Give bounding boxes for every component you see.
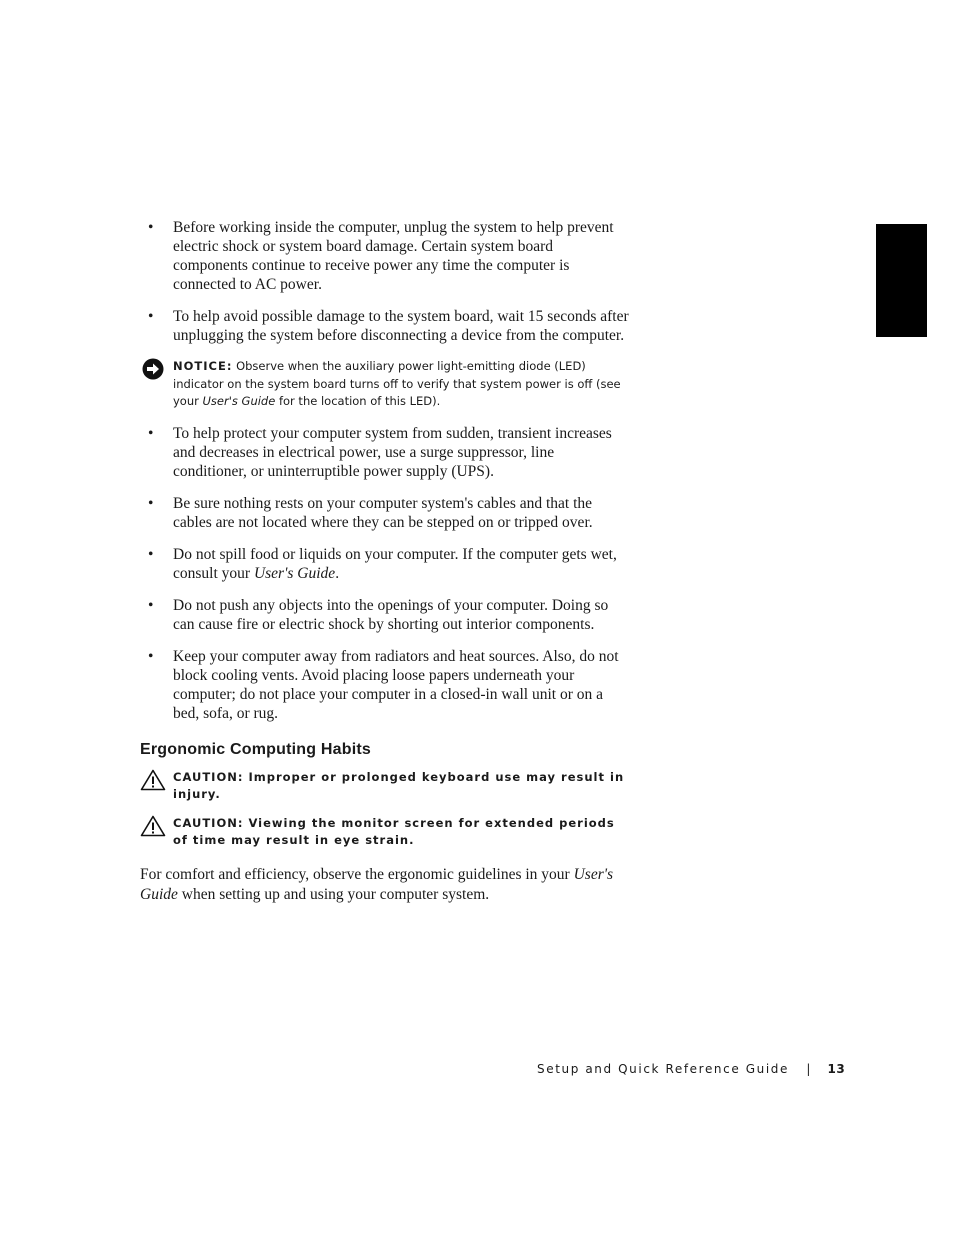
caution-block bbox=[140, 769, 630, 803]
list-item bbox=[140, 596, 630, 634]
caution-triangle-icon bbox=[140, 769, 166, 796]
list-item-text: Do not push any objects into the openings of your computer. Doing so can cause fire or electric shock by shorting out interior components. bbox=[173, 596, 609, 633]
body-paragraph bbox=[140, 865, 630, 905]
caution-triangle-icon bbox=[140, 815, 166, 842]
paragraph-text-end: when setting up and using your computer system. bbox=[181, 885, 490, 903]
list-item bbox=[140, 647, 630, 723]
list-item bbox=[140, 307, 630, 345]
bullet-icon: • bbox=[148, 219, 154, 236]
bullet-icon: • bbox=[148, 647, 154, 665]
notice-text-end: for the location of this LED). bbox=[278, 394, 441, 408]
list-item-text: Be sure nothing rests on your computer system's cables and that the cables are not located where they can be stepped on or tripped over. bbox=[173, 494, 593, 531]
list-item bbox=[140, 218, 630, 294]
caution-text: CAUTION: Improper or prolonged keyboard use may result in injury. bbox=[173, 769, 625, 801]
list-item-text: Keep your computer away from radiators and heat sources. Also, do not block cooling vents. Avoid placing loose papers underneath your computer; do not place your computer in a closed-in wall unit or on a bed, sofa, or rug. bbox=[173, 647, 619, 722]
notice-text: Observe when the auxiliary power light-emitting diode (LED) indicator on the system board turns off to verify that system power is off (see your bbox=[173, 359, 621, 408]
list-item-text: Do not spill food or liquids on your computer. If the computer gets wet, consult your bbox=[173, 545, 617, 582]
page-footer bbox=[537, 1062, 845, 1076]
bullet-list-top bbox=[140, 218, 630, 345]
list-item bbox=[140, 424, 630, 481]
page-number: 13 bbox=[827, 1062, 846, 1076]
guide-title: User's Guide bbox=[140, 865, 614, 903]
notice-guide-title: User's Guide bbox=[202, 394, 276, 408]
footer-title: Setup and Quick Reference Guide bbox=[537, 1062, 789, 1076]
caution-text: CAUTION: Viewing the monitor screen for extended periods of time may result in eye strain. bbox=[173, 815, 615, 847]
bullet-list-middle bbox=[140, 424, 630, 723]
notice-block bbox=[140, 358, 630, 411]
page-content bbox=[140, 218, 630, 905]
paragraph-text: For comfort and efficiency, observe the ergonomic guidelines in your bbox=[140, 865, 570, 883]
notice-arrow-icon bbox=[142, 358, 164, 386]
bullet-icon: • bbox=[148, 545, 154, 563]
caution-block bbox=[140, 815, 630, 849]
list-item bbox=[140, 494, 630, 532]
guide-title: User's Guide bbox=[253, 564, 336, 582]
bullet-icon: • bbox=[148, 308, 154, 325]
bullet-icon: • bbox=[148, 494, 154, 512]
notice-label: NOTICE: bbox=[173, 359, 233, 373]
list-item-text: To help avoid possible damage to the system board, wait 15 seconds after unplugging the system before disconnecting a device from the computer. bbox=[173, 308, 629, 344]
list-item bbox=[140, 545, 630, 583]
list-item-text: To help protect your computer system from sudden, transient increases and decreases in electrical power, use a surge suppressor, line conditioner, or uninterruptible power supply (UPS). bbox=[173, 424, 612, 480]
footer-separator: | bbox=[806, 1062, 813, 1076]
section-tab bbox=[876, 224, 927, 337]
bullet-icon: • bbox=[148, 596, 154, 614]
section-heading: Ergonomic Computing Habits bbox=[140, 740, 371, 758]
list-item-text-end: . bbox=[335, 564, 340, 582]
bullet-icon: • bbox=[148, 424, 154, 442]
list-item-text: Before working inside the computer, unplug the system to help prevent electric shock or system board damage. Certain system board components continue to receive power any time the computer is connected to AC power. bbox=[173, 219, 614, 293]
